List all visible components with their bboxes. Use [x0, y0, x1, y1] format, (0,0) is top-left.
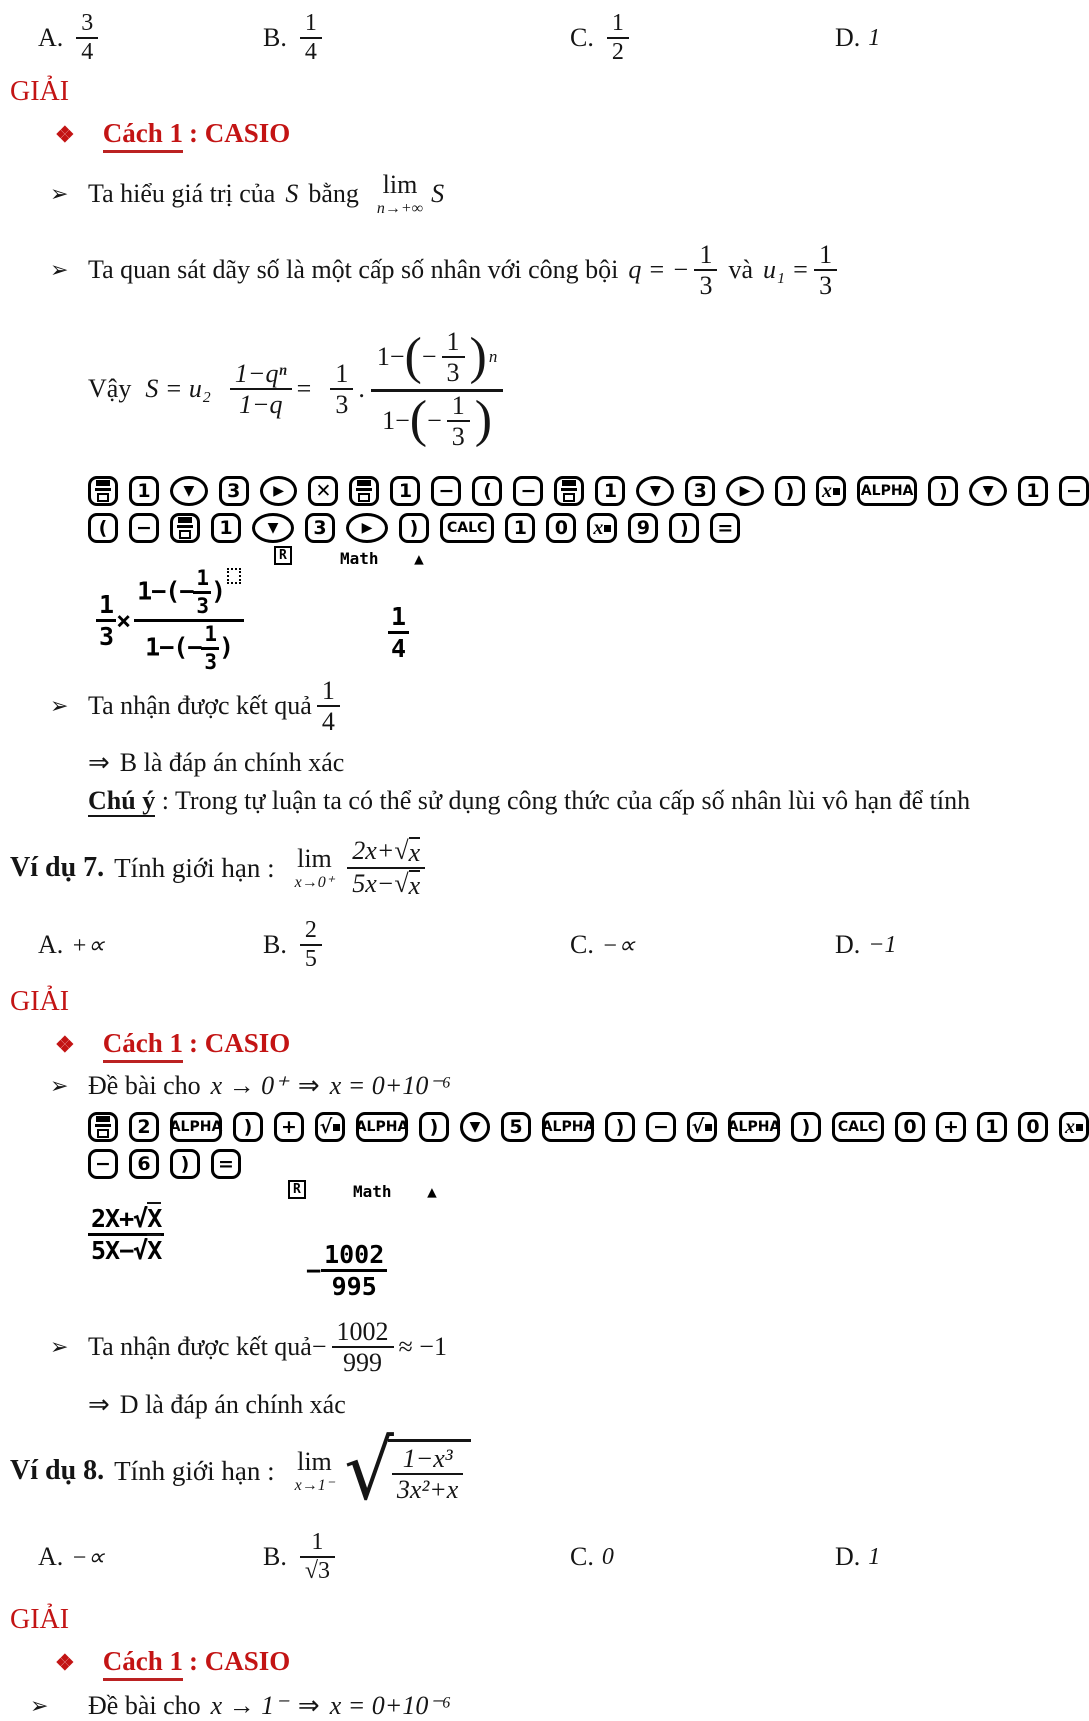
answer-fraction: $\frac{3}{4}$ [76, 11, 98, 65]
math-expr: S = u₂ [145, 374, 211, 403]
screen-expression [88, 1206, 164, 1263]
answer-label: D. [835, 1542, 861, 1571]
calc-key-alpha-icon: ALPHA [728, 1112, 780, 1142]
limit-notation: lim x→1⁻ [294, 1446, 335, 1494]
answer-label: B. [263, 930, 287, 959]
sqrt-expr: √ x [394, 869, 421, 900]
answer-label: C. [570, 1542, 594, 1571]
calc-key-1-icon: 1 [505, 513, 535, 543]
answer-option-b [263, 910, 327, 980]
answer-label: B. [263, 1542, 287, 1571]
math-expr: x → 1⁻ [210, 1691, 288, 1720]
statement-line [50, 165, 1089, 223]
answer-label: B. [263, 23, 287, 52]
math-expr: x → 0⁺ [210, 1071, 288, 1100]
calc-key-lpar-icon: ( [88, 513, 118, 543]
answer-fraction: $\frac{1}{√3}$ [300, 1530, 335, 1584]
multiply-dot: . [358, 374, 365, 403]
calc-key-5-icon: 5 [501, 1112, 531, 1142]
implies-icon: ⇒ [297, 1691, 320, 1720]
calc-key-lpar-icon: ( [472, 476, 502, 506]
answer-option-c [570, 6, 634, 70]
calc-key-minus-icon: − [513, 476, 543, 506]
example-title: Ví dụ 8. [10, 1455, 105, 1486]
calc-key-calc-icon: CALC [440, 513, 494, 543]
result-text: Ta nhận được kết quả [88, 1332, 312, 1361]
calc-key-down-icon: ▼ [460, 1112, 490, 1142]
diamond-bullet-icon: ❖ [55, 122, 75, 147]
big-fraction: 1− ( − $\frac{1}{3}$ ) n 1− ( − $\frac{1}{3}$ ) [371, 328, 504, 450]
result-text: Ta nhận được kết quả [88, 691, 312, 720]
calculator-screen [88, 1180, 988, 1302]
calc-key-pow-icon: x [816, 476, 846, 506]
calc-key-1-icon: 1 [390, 476, 420, 506]
radical-expr [344, 1423, 471, 1519]
exponent-placeholder [227, 568, 241, 584]
calc-key-calc-icon: CALC [832, 1112, 884, 1142]
minus-sign: − [311, 1332, 327, 1361]
arrow-bullet-icon: ➢ [30, 1693, 49, 1718]
fraction: $\frac{1}{3}$ [814, 241, 837, 300]
screen-fraction: $\frac{1}{3}$ [96, 592, 116, 649]
answer-label: A. [38, 1542, 64, 1571]
conclusion-line [88, 748, 1089, 778]
note-line [88, 786, 1089, 816]
calc-key-plus-icon: + [936, 1112, 966, 1142]
calc-key-1-icon: 1 [1018, 476, 1048, 506]
calc-key-right-icon: ▶ [346, 513, 388, 543]
statement-text: Ta hiểu giá trị của [88, 179, 276, 208]
answer-row-q7 [0, 910, 1089, 980]
arrow-bullet-icon: ➢ [50, 1334, 69, 1359]
formula-line [88, 319, 1089, 459]
calculator-screen [88, 544, 988, 674]
cach-method: : CASIO [188, 1646, 291, 1676]
result-line [50, 1312, 1089, 1382]
cach-label: Cách 1 [103, 1646, 183, 1681]
calc-key-frac-icon [170, 513, 200, 543]
math-var: S [431, 179, 445, 208]
fraction: $\frac{1}{3}$ [447, 392, 470, 451]
arrow-bullet-icon: ➢ [50, 181, 69, 206]
equals-sign: = [296, 374, 312, 403]
statement-line [50, 1071, 1089, 1101]
answer-label: A. [38, 23, 64, 52]
diamond-bullet-icon: ❖ [55, 1032, 75, 1057]
calc-key-alpha-icon: ALPHA [542, 1112, 594, 1142]
arrow-bullet-icon: ➢ [50, 257, 69, 282]
answer-option-a [38, 1516, 105, 1598]
arrow-bullet-icon: ➢ [50, 693, 69, 718]
answer-row-q8 [0, 1516, 1089, 1598]
calc-key-minus-icon: − [129, 513, 159, 543]
exponent: n [488, 347, 498, 367]
statement-text: Đề bài cho [88, 1691, 201, 1720]
answer-option-d [835, 1516, 880, 1598]
screen-result: $\frac{1}{4}$ [388, 604, 409, 661]
answer-option-d [835, 6, 880, 70]
limit-notation: lim n→+∞ [376, 169, 424, 217]
fraction: $\frac{1}{4}$ [317, 677, 340, 736]
radical-sign: √ [344, 1423, 394, 1519]
calc-key-minus-icon: − [1059, 476, 1089, 506]
calc-key-rpar-icon: ) [399, 513, 429, 543]
note-text: : Trong tự luận ta có thể sử dụng công thức của cấp số nhân lùi vô hạn để tính [155, 786, 971, 815]
conclusion-line [88, 1390, 1089, 1420]
giai-heading-3: GIẢI [10, 1604, 70, 1635]
example-7-heading [10, 830, 1089, 906]
calc-key-rpar-icon: ) [775, 476, 805, 506]
answer-option-c [570, 1516, 614, 1598]
cach-heading-2 [55, 1028, 1089, 1063]
note-heading: Chú ý [88, 786, 156, 815]
answer-label: A. [38, 930, 64, 959]
approx-text: ≈ −1 [398, 1332, 447, 1361]
calc-key-1-icon: 1 [129, 476, 159, 506]
calc-key-6-icon: 6 [129, 1149, 159, 1179]
fraction: $\frac{1}{3}$ [330, 360, 353, 419]
math-mode-indicator: Math ▲ [340, 549, 424, 568]
fraction: $\frac{\text{1−qⁿ}}{1-q}$ [230, 360, 292, 419]
calc-key-rpar-icon: ) [669, 513, 699, 543]
math-expr: x = 0+10⁻⁶ [329, 1071, 452, 1100]
calculator-key-sequence [88, 1148, 1089, 1180]
answer-fraction: $\frac{1}{4}$ [300, 11, 322, 65]
formula-word: Vậy [88, 374, 132, 403]
calc-key-0-icon: 0 [1018, 1112, 1048, 1142]
cach-method: : CASIO [188, 118, 291, 148]
giai-heading-1: GIẢI [10, 76, 70, 107]
implies-icon: ⇒ [88, 748, 110, 777]
calc-key-pow-icon: x [587, 513, 617, 543]
fraction: $\frac{1}{3}$ [694, 241, 717, 300]
math-expr: u₁ = [763, 255, 810, 284]
answer-option-b [263, 1516, 340, 1598]
answer-row-q6 [0, 6, 1089, 70]
answer-value: 1 [868, 1543, 881, 1570]
giai-heading-2: GIẢI [10, 986, 70, 1017]
answer-value: −1 [868, 931, 897, 958]
math-expr: q = − [628, 255, 690, 284]
calc-key-minus-icon: − [88, 1149, 118, 1179]
screen-result: − $\frac{1002}{995}$ [306, 1242, 387, 1299]
answer-value: 1 [868, 24, 881, 51]
calc-key-mul-icon: ✕ [308, 476, 338, 506]
statement-text: Đề bài cho [88, 1071, 201, 1100]
answer-option-d [835, 910, 896, 980]
cach-label: Cách 1 [103, 1028, 183, 1063]
cach-label: Cách 1 [103, 118, 183, 153]
statement-line [30, 1691, 1089, 1721]
left-paren: ( [409, 391, 428, 449]
diamond-bullet-icon: ❖ [55, 1650, 75, 1675]
implies-icon: ⇒ [297, 1071, 320, 1100]
calc-key-3-icon: 3 [305, 513, 335, 543]
answer-fraction: $\frac{1}{2}$ [607, 11, 629, 65]
result-line [50, 672, 1089, 740]
cach-method: : CASIO [188, 1028, 291, 1058]
answer-option-a [38, 6, 103, 70]
cach-heading-3 [55, 1646, 1089, 1681]
fraction: $\frac{\text{1−x³}}{\text{3x²+x}}$ [392, 1445, 463, 1504]
screen-expression: $\frac{1}{3}$ × 1−(− $\frac{1}{3}$ ) 1−(− $\frac{1}{3}$ ) [96, 568, 244, 673]
answer-label: C. [570, 23, 594, 52]
calc-key-eq-icon: = [710, 513, 740, 543]
statement-text: bằng [308, 179, 359, 208]
calculator-key-sequence [88, 1111, 1089, 1143]
calc-key-frac-icon [554, 476, 584, 506]
conclusion-text: D là đáp án chính xác [119, 1390, 346, 1419]
fraction: $\frac{1}{3}$ [442, 328, 465, 387]
fraction: $\frac{1002}{999}$ [332, 1318, 394, 1377]
calc-key-3-icon: 3 [685, 476, 715, 506]
calc-key-rpar-icon: ) [928, 476, 958, 506]
calc-key-down-icon: ▼ [636, 476, 674, 506]
calc-key-sqrt-icon: √ [687, 1112, 717, 1142]
answer-label: D. [835, 23, 861, 52]
sqrt-expr: √ x [394, 835, 421, 867]
calc-key-down-icon: ▼ [969, 476, 1007, 506]
example-intro: Tính giới hạn : [114, 852, 275, 883]
answer-value: 0 [601, 1543, 614, 1570]
math-expr: x = 0+10⁻⁶ [329, 1691, 452, 1720]
calc-key-1-icon: 1 [595, 476, 625, 506]
calc-key-rpar-icon: ) [170, 1149, 200, 1179]
right-paren: ) [474, 391, 493, 449]
calc-key-plus-icon: + [274, 1112, 304, 1142]
calc-key-eq-icon: = [211, 1149, 241, 1179]
calc-key-right-icon: ▶ [726, 476, 764, 506]
calc-key-frac-icon [88, 476, 118, 506]
calc-key-0-icon: 0 [546, 513, 576, 543]
right-paren: ) [469, 327, 487, 385]
calc-key-minus-icon: − [646, 1112, 676, 1142]
answer-fraction: $\frac{2}{5}$ [300, 918, 322, 972]
answer-option-b [263, 6, 327, 70]
up-triangle-icon: ▲ [414, 549, 424, 568]
statement-text: Ta quan sát dãy số là một cấp số nhân với công bội [88, 255, 619, 284]
screen-big-fraction: 1−(− $\frac{1}{3}$ ) 1−(− $\frac{1}{3}$ ) [134, 568, 244, 673]
calc-key-3-icon: 3 [219, 476, 249, 506]
calc-key-1-icon: 1 [977, 1112, 1007, 1142]
calc-key-alpha-icon: ALPHA [356, 1112, 408, 1142]
calc-key-down-icon: ▼ [252, 513, 294, 543]
screen-fraction: $\frac{2X+√X}{5X-√X}$ [88, 1206, 164, 1263]
calc-key-alpha-icon: ALPHA [857, 476, 917, 506]
math-var: S [285, 179, 299, 208]
calc-key-1-icon: 1 [211, 513, 241, 543]
calc-key-sqrt-icon: √ [315, 1112, 345, 1142]
calc-key-down-icon: ▼ [170, 476, 208, 506]
calc-key-pow-icon: x [1059, 1112, 1089, 1142]
calc-key-rpar-icon: ) [233, 1112, 263, 1142]
example-8-heading [10, 1423, 1089, 1519]
implies-icon: ⇒ [88, 1390, 110, 1419]
answer-value: +∝ [71, 932, 105, 959]
answer-label: D. [835, 930, 861, 959]
math-mode-indicator: Math ▲ [353, 1182, 437, 1201]
calc-key-9-icon: 9 [628, 513, 658, 543]
calc-key-2-icon: 2 [129, 1112, 159, 1142]
limit-notation: lim x→0⁺ [294, 843, 335, 891]
calc-key-0-icon: 0 [895, 1112, 925, 1142]
calc-key-alpha-icon: ALPHA [170, 1112, 222, 1142]
calc-key-rpar-icon: ) [605, 1112, 635, 1142]
arrow-bullet-icon: ➢ [50, 1073, 69, 1098]
fraction: 2x+ √ x 5x− √ x [347, 837, 425, 900]
calc-key-frac-icon [88, 1112, 118, 1142]
example-title: Ví dụ 7. [10, 852, 105, 883]
calc-key-rpar-icon: ) [419, 1112, 449, 1142]
calc-key-frac-icon [349, 476, 379, 506]
calc-key-rpar-icon: ) [791, 1112, 821, 1142]
replay-indicator: R [288, 1180, 306, 1199]
calculator-key-sequence [88, 475, 1089, 507]
example-intro: Tính giới hạn : [114, 1455, 275, 1486]
calculator-key-sequence [88, 512, 1089, 544]
answer-value: −∝ [71, 1544, 105, 1571]
calc-key-minus-icon: − [431, 476, 461, 506]
statement-text: và [728, 255, 754, 284]
calc-key-right-icon: ▶ [260, 476, 298, 506]
answer-label: C. [570, 930, 594, 959]
replay-indicator: R [274, 546, 292, 565]
left-paren: ( [404, 327, 422, 385]
answer-value: −∝ [601, 932, 636, 959]
up-triangle-icon: ▲ [427, 1182, 437, 1201]
statement-line [50, 237, 1089, 303]
cach-heading-1 [55, 118, 1089, 153]
conclusion-text: B là đáp án chính xác [119, 748, 345, 777]
answer-option-a [38, 910, 105, 980]
answer-option-c [570, 910, 635, 980]
